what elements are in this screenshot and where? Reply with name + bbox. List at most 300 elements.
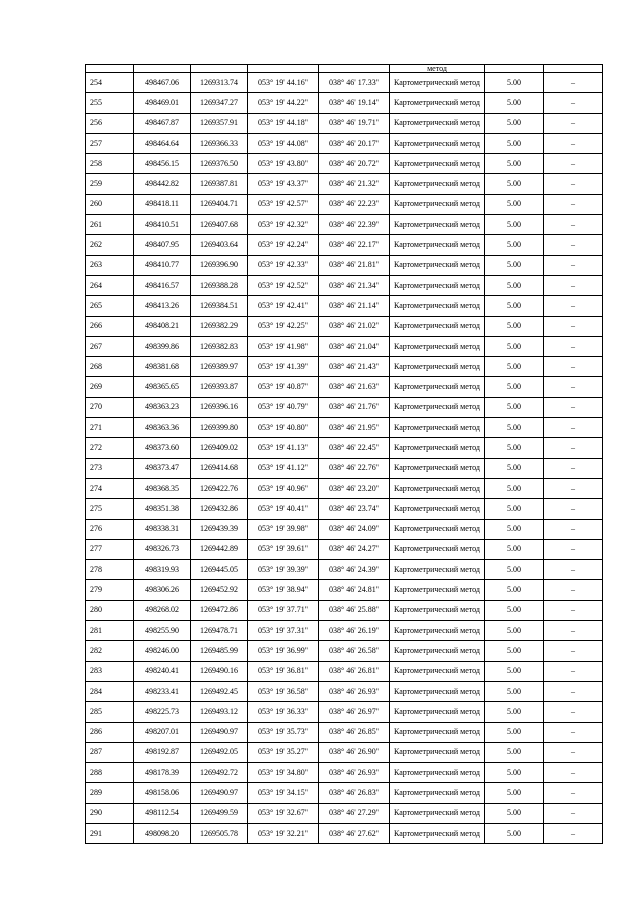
- table-row: [86, 93, 603, 113]
- x-coordinate-cell: 498407.95: [134, 235, 191, 255]
- table-row: [86, 499, 603, 519]
- method-cell: Картометрический метод: [390, 803, 485, 823]
- point-number-cell: 275: [86, 499, 134, 519]
- method-cell: Картометрический метод: [390, 641, 485, 661]
- latitude-cell: 053° 19' 39.61": [248, 539, 319, 559]
- y-coordinate-cell: 1269492.05: [191, 742, 248, 762]
- y-coordinate-cell: 1269389.97: [191, 357, 248, 377]
- method-cell: Картометрический метод: [390, 580, 485, 600]
- x-coordinate-cell: 498456.15: [134, 154, 191, 174]
- accuracy-cell: 5.00: [485, 133, 544, 153]
- point-number-cell: 282: [86, 641, 134, 661]
- accuracy-cell: 5.00: [485, 661, 544, 681]
- y-coordinate-cell: 1269396.16: [191, 397, 248, 417]
- point-number-cell: 260: [86, 194, 134, 214]
- point-number-cell: 272: [86, 438, 134, 458]
- longitude-cell: 038° 46' 27.62": [319, 823, 390, 843]
- note-cell: –: [544, 154, 603, 174]
- method-cell: Картометрический метод: [390, 215, 485, 235]
- latitude-cell: 053° 19' 39.98": [248, 519, 319, 539]
- method-cell: Картометрический метод: [390, 681, 485, 701]
- accuracy-cell: 5.00: [485, 560, 544, 580]
- y-coordinate-cell: 1269445.05: [191, 560, 248, 580]
- point-number-cell: 289: [86, 783, 134, 803]
- y-coordinate-cell: 1269490.16: [191, 661, 248, 681]
- x-coordinate-cell: 498225.73: [134, 702, 191, 722]
- longitude-cell: 038° 46' 26.97": [319, 702, 390, 722]
- point-number-cell: 270: [86, 397, 134, 417]
- longitude-cell: 038° 46' 26.58": [319, 641, 390, 661]
- point-number-cell: 287: [86, 742, 134, 762]
- note-cell: –: [544, 113, 603, 133]
- y-coordinate-cell: 1269409.02: [191, 438, 248, 458]
- y-coordinate-cell: 1269347.27: [191, 93, 248, 113]
- latitude-cell: 053° 19' 40.96": [248, 478, 319, 498]
- accuracy-cell: 5.00: [485, 722, 544, 742]
- method-cell: Картометрический метод: [390, 174, 485, 194]
- accuracy-cell: 5.00: [485, 681, 544, 701]
- point-number-cell: 285: [86, 702, 134, 722]
- note-cell: –: [544, 742, 603, 762]
- accuracy-cell: 5.00: [485, 763, 544, 783]
- note-cell: –: [544, 255, 603, 275]
- table-row: [86, 154, 603, 174]
- longitude-cell: 038° 46' 24.81": [319, 580, 390, 600]
- latitude-cell: 053° 19' 40.41": [248, 499, 319, 519]
- longitude-cell: 038° 46' 19.14": [319, 93, 390, 113]
- accuracy-cell: 5.00: [485, 783, 544, 803]
- longitude-cell: 038° 46' 20.72": [319, 154, 390, 174]
- point-number-cell: 276: [86, 519, 134, 539]
- method-cell: Картометрический метод: [390, 499, 485, 519]
- continued-row: [86, 65, 603, 73]
- table-row: [86, 133, 603, 153]
- note-cell: –: [544, 397, 603, 417]
- longitude-cell: 038° 46' 21.81": [319, 255, 390, 275]
- x-coordinate-cell: 498158.06: [134, 783, 191, 803]
- longitude-cell: 038° 46' 26.93": [319, 763, 390, 783]
- y-coordinate-cell: 1269407.68: [191, 215, 248, 235]
- method-cell: Картометрический метод: [390, 621, 485, 641]
- table-row: [86, 803, 603, 823]
- latitude-cell: 053° 19' 42.41": [248, 296, 319, 316]
- x-coordinate-cell: 498373.60: [134, 438, 191, 458]
- y-coordinate-cell: 1269388.28: [191, 275, 248, 295]
- table-row: [86, 783, 603, 803]
- note-cell: –: [544, 458, 603, 478]
- accuracy-cell: 5.00: [485, 499, 544, 519]
- accuracy-cell: 5.00: [485, 600, 544, 620]
- point-number-cell: 271: [86, 418, 134, 438]
- x-coordinate-cell: 498418.11: [134, 194, 191, 214]
- table-row: [86, 702, 603, 722]
- y-coordinate-cell: 1269439.39: [191, 519, 248, 539]
- longitude-cell: 038° 46' 26.85": [319, 722, 390, 742]
- y-coordinate-cell: 1269492.45: [191, 681, 248, 701]
- note-cell: –: [544, 803, 603, 823]
- table-row: [86, 194, 603, 214]
- latitude-cell: 053° 19' 39.39": [248, 560, 319, 580]
- latitude-cell: 053° 19' 40.79": [248, 397, 319, 417]
- note-cell: –: [544, 661, 603, 681]
- point-number-cell: 283: [86, 661, 134, 681]
- latitude-cell: 053° 19' 42.52": [248, 275, 319, 295]
- latitude-cell: 053° 19' 44.18": [248, 113, 319, 133]
- longitude-cell: 038° 46' 20.17": [319, 133, 390, 153]
- x-coordinate-cell: 498207.01: [134, 722, 191, 742]
- accuracy-cell: 5.00: [485, 235, 544, 255]
- x-coordinate-cell: 498178.39: [134, 763, 191, 783]
- point-number-cell: 255: [86, 93, 134, 113]
- method-cell: Картометрический метод: [390, 539, 485, 559]
- accuracy-cell: 5.00: [485, 418, 544, 438]
- latitude-cell: 053° 19' 37.71": [248, 600, 319, 620]
- longitude-cell: 038° 46' 24.09": [319, 519, 390, 539]
- point-number-cell: 291: [86, 823, 134, 843]
- method-cell: Картометрический метод: [390, 154, 485, 174]
- point-number-cell: 290: [86, 803, 134, 823]
- table-row: [86, 621, 603, 641]
- table-row: [86, 478, 603, 498]
- method-cell: Картометрический метод: [390, 316, 485, 336]
- method-cell: Картометрический метод: [390, 235, 485, 255]
- point-number-cell: 256: [86, 113, 134, 133]
- accuracy-cell: 5.00: [485, 539, 544, 559]
- cell: [248, 65, 319, 73]
- point-number-cell: 262: [86, 235, 134, 255]
- y-coordinate-cell: 1269382.83: [191, 336, 248, 356]
- latitude-cell: 053° 19' 42.32": [248, 215, 319, 235]
- accuracy-cell: 5.00: [485, 194, 544, 214]
- latitude-cell: 053° 19' 44.22": [248, 93, 319, 113]
- y-coordinate-cell: 1269499.59: [191, 803, 248, 823]
- table-row: [86, 661, 603, 681]
- table-row: [86, 418, 603, 438]
- longitude-cell: 038° 46' 21.32": [319, 174, 390, 194]
- note-cell: –: [544, 519, 603, 539]
- note-cell: –: [544, 174, 603, 194]
- method-cell: Картометрический метод: [390, 823, 485, 843]
- method-cell: Картометрический метод: [390, 783, 485, 803]
- y-coordinate-cell: 1269387.81: [191, 174, 248, 194]
- point-number-cell: 273: [86, 458, 134, 478]
- note-cell: –: [544, 823, 603, 843]
- latitude-cell: 053° 19' 35.27": [248, 742, 319, 762]
- method-cell: Картометрический метод: [390, 458, 485, 478]
- latitude-cell: 053° 19' 44.16": [248, 73, 319, 93]
- longitude-cell: 038° 46' 21.02": [319, 316, 390, 336]
- x-coordinate-cell: 498467.87: [134, 113, 191, 133]
- x-coordinate-cell: 498413.26: [134, 296, 191, 316]
- accuracy-cell: 5.00: [485, 296, 544, 316]
- cell: [134, 65, 191, 73]
- x-coordinate-cell: 498363.23: [134, 397, 191, 417]
- table-row: [86, 823, 603, 843]
- accuracy-cell: 5.00: [485, 478, 544, 498]
- note-cell: –: [544, 539, 603, 559]
- latitude-cell: 053° 19' 37.31": [248, 621, 319, 641]
- point-number-cell: 254: [86, 73, 134, 93]
- method-cell: Картометрический метод: [390, 296, 485, 316]
- y-coordinate-cell: 1269490.97: [191, 722, 248, 742]
- accuracy-cell: 5.00: [485, 357, 544, 377]
- note-cell: –: [544, 73, 603, 93]
- x-coordinate-cell: 498255.90: [134, 621, 191, 641]
- x-coordinate-cell: 498410.77: [134, 255, 191, 275]
- x-coordinate-cell: 498240.41: [134, 661, 191, 681]
- point-number-cell: 279: [86, 580, 134, 600]
- note-cell: –: [544, 316, 603, 336]
- method-cell: Картометрический метод: [390, 336, 485, 356]
- point-number-cell: 278: [86, 560, 134, 580]
- table-row: [86, 763, 603, 783]
- method-cell: Картометрический метод: [390, 255, 485, 275]
- x-coordinate-cell: 498467.06: [134, 73, 191, 93]
- latitude-cell: 053° 19' 43.80": [248, 154, 319, 174]
- method-cell: Картометрический метод: [390, 722, 485, 742]
- note-cell: –: [544, 418, 603, 438]
- longitude-cell: 038° 46' 26.83": [319, 783, 390, 803]
- x-coordinate-cell: 498326.73: [134, 539, 191, 559]
- point-number-cell: 268: [86, 357, 134, 377]
- accuracy-cell: 5.00: [485, 580, 544, 600]
- table-row: [86, 235, 603, 255]
- longitude-cell: 038° 46' 21.76": [319, 397, 390, 417]
- table-row: [86, 519, 603, 539]
- point-number-cell: 280: [86, 600, 134, 620]
- note-cell: –: [544, 357, 603, 377]
- longitude-cell: 038° 46' 17.33": [319, 73, 390, 93]
- x-coordinate-cell: 498098.20: [134, 823, 191, 843]
- table-row: [86, 377, 603, 397]
- table-row: [86, 275, 603, 295]
- cell: [191, 65, 248, 73]
- point-number-cell: 261: [86, 215, 134, 235]
- table-row: [86, 458, 603, 478]
- x-coordinate-cell: 498112.54: [134, 803, 191, 823]
- longitude-cell: 038° 46' 21.34": [319, 275, 390, 295]
- note-cell: –: [544, 215, 603, 235]
- note-cell: –: [544, 133, 603, 153]
- latitude-cell: 053° 19' 36.58": [248, 681, 319, 701]
- point-number-cell: 265: [86, 296, 134, 316]
- y-coordinate-cell: 1269478.71: [191, 621, 248, 641]
- accuracy-cell: 5.00: [485, 377, 544, 397]
- y-coordinate-cell: 1269384.51: [191, 296, 248, 316]
- point-number-cell: 264: [86, 275, 134, 295]
- accuracy-cell: 5.00: [485, 275, 544, 295]
- point-number-cell: 274: [86, 478, 134, 498]
- note-cell: –: [544, 377, 603, 397]
- longitude-cell: 038° 46' 22.23": [319, 194, 390, 214]
- point-number-cell: 288: [86, 763, 134, 783]
- method-cell: Картометрический метод: [390, 113, 485, 133]
- accuracy-cell: 5.00: [485, 702, 544, 722]
- method-cell: Картометрический метод: [390, 560, 485, 580]
- point-number-cell: 257: [86, 133, 134, 153]
- method-cell: Картометрический метод: [390, 763, 485, 783]
- point-number-cell: 259: [86, 174, 134, 194]
- longitude-cell: 038° 46' 21.14": [319, 296, 390, 316]
- y-coordinate-cell: 1269382.29: [191, 316, 248, 336]
- longitude-cell: 038° 46' 21.95": [319, 418, 390, 438]
- note-cell: –: [544, 275, 603, 295]
- longitude-cell: 038° 46' 26.19": [319, 621, 390, 641]
- y-coordinate-cell: 1269366.33: [191, 133, 248, 153]
- accuracy-cell: 5.00: [485, 113, 544, 133]
- accuracy-cell: 5.00: [485, 742, 544, 762]
- accuracy-cell: 5.00: [485, 803, 544, 823]
- longitude-cell: 038° 46' 22.76": [319, 458, 390, 478]
- method-cell: Картометрический метод: [390, 73, 485, 93]
- longitude-cell: 038° 46' 24.39": [319, 560, 390, 580]
- latitude-cell: 053° 19' 36.81": [248, 661, 319, 681]
- x-coordinate-cell: 498306.26: [134, 580, 191, 600]
- table-row: [86, 357, 603, 377]
- method-cell: Картометрический метод: [390, 600, 485, 620]
- table-row: [86, 113, 603, 133]
- longitude-cell: 038° 46' 22.39": [319, 215, 390, 235]
- cell: [319, 65, 390, 73]
- x-coordinate-cell: 498246.00: [134, 641, 191, 661]
- table-row: [86, 539, 603, 559]
- point-number-cell: 263: [86, 255, 134, 275]
- table-row: [86, 397, 603, 417]
- y-coordinate-cell: 1269357.91: [191, 113, 248, 133]
- latitude-cell: 053° 19' 40.80": [248, 418, 319, 438]
- table-row: [86, 316, 603, 336]
- accuracy-cell: 5.00: [485, 397, 544, 417]
- note-cell: –: [544, 681, 603, 701]
- method-cell: Картометрический метод: [390, 275, 485, 295]
- method-cell: Картометрический метод: [390, 661, 485, 681]
- accuracy-cell: 5.00: [485, 641, 544, 661]
- table-row: [86, 742, 603, 762]
- longitude-cell: 038° 46' 23.74": [319, 499, 390, 519]
- longitude-cell: 038° 46' 26.90": [319, 742, 390, 762]
- table-row: [86, 215, 603, 235]
- table-body: [86, 65, 603, 844]
- longitude-cell: 038° 46' 21.43": [319, 357, 390, 377]
- method-cell: Картометрический метод: [390, 357, 485, 377]
- y-coordinate-cell: 1269490.97: [191, 783, 248, 803]
- method-cell: Картометрический метод: [390, 377, 485, 397]
- method-cell: Картометрический метод: [390, 93, 485, 113]
- note-cell: –: [544, 438, 603, 458]
- latitude-cell: 053° 19' 40.87": [248, 377, 319, 397]
- method-cell: метод: [390, 65, 485, 73]
- y-coordinate-cell: 1269403.64: [191, 235, 248, 255]
- x-coordinate-cell: 498268.02: [134, 600, 191, 620]
- y-coordinate-cell: 1269313.74: [191, 73, 248, 93]
- method-cell: Картометрический метод: [390, 702, 485, 722]
- table-row: [86, 681, 603, 701]
- y-coordinate-cell: 1269422.76: [191, 478, 248, 498]
- latitude-cell: 053° 19' 44.08": [248, 133, 319, 153]
- latitude-cell: 053° 19' 41.39": [248, 357, 319, 377]
- accuracy-cell: 5.00: [485, 458, 544, 478]
- note-cell: –: [544, 783, 603, 803]
- y-coordinate-cell: 1269452.92: [191, 580, 248, 600]
- table-row: [86, 438, 603, 458]
- y-coordinate-cell: 1269396.90: [191, 255, 248, 275]
- note-cell: –: [544, 621, 603, 641]
- method-cell: Картометрический метод: [390, 418, 485, 438]
- x-coordinate-cell: 498381.68: [134, 357, 191, 377]
- table-row: [86, 600, 603, 620]
- point-number-cell: 277: [86, 539, 134, 559]
- x-coordinate-cell: 498399.86: [134, 336, 191, 356]
- note-cell: –: [544, 580, 603, 600]
- method-cell: Картометрический метод: [390, 438, 485, 458]
- accuracy-cell: 5.00: [485, 336, 544, 356]
- longitude-cell: 038° 46' 22.17": [319, 235, 390, 255]
- latitude-cell: 053° 19' 42.57": [248, 194, 319, 214]
- longitude-cell: 038° 46' 21.63": [319, 377, 390, 397]
- note-cell: –: [544, 478, 603, 498]
- point-number-cell: 266: [86, 316, 134, 336]
- accuracy-cell: 5.00: [485, 73, 544, 93]
- cell: [485, 65, 544, 73]
- y-coordinate-cell: 1269404.71: [191, 194, 248, 214]
- accuracy-cell: 5.00: [485, 438, 544, 458]
- latitude-cell: 053° 19' 35.73": [248, 722, 319, 742]
- x-coordinate-cell: 498442.82: [134, 174, 191, 194]
- latitude-cell: 053° 19' 34.15": [248, 783, 319, 803]
- accuracy-cell: 5.00: [485, 255, 544, 275]
- x-coordinate-cell: 498319.93: [134, 560, 191, 580]
- table-row: [86, 722, 603, 742]
- latitude-cell: 053° 19' 36.99": [248, 641, 319, 661]
- y-coordinate-cell: 1269414.68: [191, 458, 248, 478]
- longitude-cell: 038° 46' 26.93": [319, 681, 390, 701]
- latitude-cell: 053° 19' 34.80": [248, 763, 319, 783]
- latitude-cell: 053° 19' 42.24": [248, 235, 319, 255]
- table-row: [86, 296, 603, 316]
- x-coordinate-cell: 498464.64: [134, 133, 191, 153]
- cell: [86, 65, 134, 73]
- table-row: [86, 174, 603, 194]
- note-cell: –: [544, 560, 603, 580]
- latitude-cell: 053° 19' 42.25": [248, 316, 319, 336]
- x-coordinate-cell: 498363.36: [134, 418, 191, 438]
- table-row: [86, 580, 603, 600]
- table-row: [86, 73, 603, 93]
- x-coordinate-cell: 498365.65: [134, 377, 191, 397]
- x-coordinate-cell: 498368.35: [134, 478, 191, 498]
- y-coordinate-cell: 1269492.72: [191, 763, 248, 783]
- table-row: [86, 255, 603, 275]
- note-cell: –: [544, 93, 603, 113]
- accuracy-cell: 5.00: [485, 519, 544, 539]
- x-coordinate-cell: 498351.38: [134, 499, 191, 519]
- accuracy-cell: 5.00: [485, 823, 544, 843]
- method-cell: Картометрический метод: [390, 194, 485, 214]
- point-number-cell: 284: [86, 681, 134, 701]
- y-coordinate-cell: 1269376.50: [191, 154, 248, 174]
- longitude-cell: 038° 46' 19.71": [319, 113, 390, 133]
- x-coordinate-cell: 498338.31: [134, 519, 191, 539]
- x-coordinate-cell: 498373.47: [134, 458, 191, 478]
- cell: [544, 65, 603, 73]
- longitude-cell: 038° 46' 24.27": [319, 539, 390, 559]
- method-cell: Картометрический метод: [390, 478, 485, 498]
- x-coordinate-cell: 498469.01: [134, 93, 191, 113]
- note-cell: –: [544, 641, 603, 661]
- y-coordinate-cell: 1269399.80: [191, 418, 248, 438]
- latitude-cell: 053° 19' 43.37": [248, 174, 319, 194]
- longitude-cell: 038° 46' 26.81": [319, 661, 390, 681]
